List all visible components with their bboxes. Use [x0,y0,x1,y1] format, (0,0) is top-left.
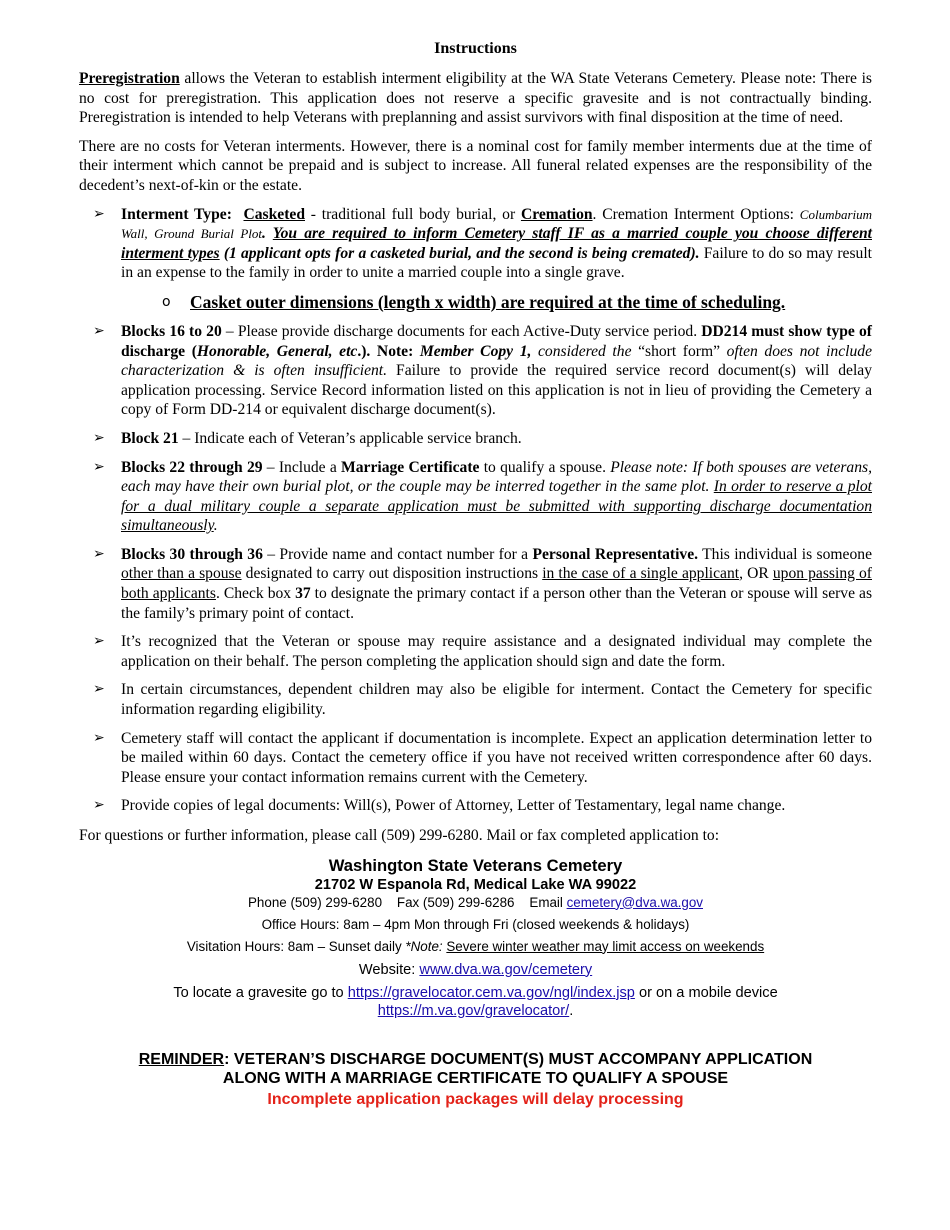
marriage-certificate-term: Marriage Certificate [341,458,480,476]
gravesite-locator-line [79,984,872,1002]
other-than-spouse: other than a spouse [121,565,242,583]
dual-military-end: . [213,517,218,535]
blocks-16-20-text: – Please provide discharge documents for each Active-Duty service period. [221,322,702,340]
blocks-30-36-text-3: designated to carry out disposition instructions [241,565,543,583]
list-item-dependent-children [79,680,872,719]
married-couple-warning-rest: (1 applicant opts for a casketed burial, and the second is being cremated). [219,244,700,262]
arrow-bullet-icon: ➢ [93,205,105,222]
reminder-line-2: ALONG WITH A MARRIAGE CERTIFICATE TO QUALIFY A SPOUSE [222,1070,729,1088]
arrow-bullet-icon: ➢ [93,429,105,446]
short-form-quote: “short form” [638,342,721,360]
cemetery-address: 21702 W Espanola Rd, Medical Lake WA 99022 [314,876,637,893]
questions-paragraph: For questions or further information, please call (509) 299-6280. Mail or fax completed application to: [79,827,720,844]
website-label: Website: [358,961,420,978]
visitation-hours [79,938,872,956]
list-item-blocks-22-29 [79,458,872,536]
cemetery-name: Washington State Veterans Cemetery [328,855,623,875]
arrow-bullet-icon: ➢ [93,797,105,814]
costs-paragraph: There are no costs for Veteran interments. However, there is a nominal cost for family member interments due at the time of their interment which cannot be prepaid and is subject to increase. All funeral related expenses are the responsibility of the decedent’s next-of-kin or the estate. [79,137,872,194]
dd214-note-label: .). Note: [357,342,420,360]
casketed-term: Casketed [243,205,305,223]
interment-tail: Failure to do so may result in an expense to the family in order to unite a married couple into a single grave. [121,244,872,282]
preregistration-term: Preregistration [79,70,180,87]
instruction-list-2 [79,322,872,816]
instructions-page [79,38,872,1109]
blocks-22-29-text: – Include a [262,458,342,476]
assistance-text: It’s recognized that the Veteran or spouse may require assistance and a designated individual may complete the application on their behalf. The person completing the application should sign and date the form. [121,633,872,670]
visitation-label: Visitation Hours: 8am – Sunset daily [186,938,406,954]
instruction-list [79,205,872,283]
blocks-16-20-tail: Failure to provide the required service record document(s) will delay application processing. Service Record information listed on this application is not in lieu of providing the Cemetery a copy of Form DD-214 or equivalent discharge document(s). [121,362,872,419]
office-hours: Office Hours: 8am – 4pm Mon through Fri (closed weekends & holidays) [261,916,690,932]
website-line [79,961,872,979]
website-link[interactable]: www.dva.wa.gov/cemetery [419,961,593,978]
blocks-30-36-text-5: . Check box [215,585,296,603]
block-21-label: Block 21 [121,429,179,447]
interment-text: - traditional full body burial, or [305,205,521,223]
phone-fax-email [79,894,872,912]
arrow-bullet-icon: ➢ [93,633,105,650]
legal-documents-text: Provide copies of legal documents: Will(s), Power of Attorney, Letter of Testamentary, legal name change. [121,797,786,815]
arrow-bullet-icon: ➢ [93,681,105,698]
phone-fax-text: Phone (509) 299-6280 Fax (509) 299-6286 Email [248,894,567,910]
email-link[interactable]: cemetery@dva.wa.gov [566,894,703,910]
blocks-30-36-label: Blocks 30 through 36 [121,545,263,563]
list-item-legal-documents [79,796,872,816]
mobile-gravelocator-link[interactable]: https://m.va.gov/gravelocator/ [377,1002,570,1019]
blocks-22-29-text-2: to qualify a spouse. [479,458,611,476]
both-applicants: upon passing of both applicants [121,565,872,603]
arrow-bullet-icon: ➢ [93,458,105,475]
preregistration-paragraph [79,69,872,128]
blocks-22-29-label: Blocks 22 through 29 [121,458,263,476]
short-form-text-2: often does not include characterization & is often insufficient. [121,342,872,380]
contact-block [79,856,872,1020]
staff-contact-text: Cemetery staff will contact the applicant if documentation is incomplete. Expect an application determination letter to be mailed within 60 days. Contact the cemetery office if you have not received written correspondence after 60 days. Please ensure your contact information remains current with the Cemetery. [121,729,872,786]
mobile-period: . [569,1002,574,1019]
cremation-term: Cremation [520,205,593,223]
blocks-30-36-text-4: , OR [739,565,773,583]
gravelocator-link[interactable]: https://gravelocator.cem.va.gov/ngl/index.jsp [347,984,635,1001]
interment-type-label: Interment Type: [121,205,232,223]
dual-veteran-note: Please note: If both spouses are veterans, each may have their own burial plot, or the couple may be interred together in the same plot. [121,458,872,496]
list-item-assistance [79,632,872,671]
list-item-blocks-16-20 [79,322,872,420]
mobile-locator-line [79,1002,872,1020]
arrow-bullet-icon: ➢ [93,322,105,339]
preregistration-text: allows the Veteran to establish interment eligibility at the WA State Veterans Cemetery. Please note: There is no cost for preregistration. This application does not reserve a specific gravesite and is not contractually binding. Preregistration is intended to help Veterans with preplanning and assist survivors with final disposition at the time of need. [79,70,872,127]
box-37: 37 [295,585,311,603]
dual-military-note: In order to reserve a plot for a dual military couple a separate application must be submitted with supporting discharge documentation simultaneously [121,478,872,535]
discharge-types: Honorable, General, etc [196,342,358,360]
arrow-bullet-icon: ➢ [93,545,105,562]
married-couple-warning: You are required to inform Cemetery staff IF as a married couple you choose different interment types [121,225,872,262]
list-item-blocks-30-36 [79,545,872,623]
interment-dot: . [262,225,273,243]
locate-text: To locate a gravesite go to [173,984,348,1001]
reminder-label: REMINDER [138,1050,225,1068]
dd214-text: DD214 must show type of discharge ( [121,322,872,360]
list-item-block-21 [79,429,872,449]
personal-representative-term: Personal Representative. [532,545,699,563]
reminder-warning: Incomplete application packages will delay processing [267,1090,684,1108]
single-applicant: in the case of a single applicant [542,565,740,583]
blocks-30-36-text-6: to designate the primary contact if a person other than the Veteran or spouse will serve as the family’s primary point of contact. [121,585,873,622]
page-title: Instructions [434,40,517,57]
member-copy: Member Copy 1, [419,342,532,360]
locate-mid-text: or on a mobile device [634,984,778,1001]
reminder-line-1 [79,1050,872,1070]
short-form-text: considered the [531,342,639,360]
blocks-30-36-text: – Provide name and contact number for a [262,545,533,563]
blocks-30-36-text-2: This individual is someone [698,545,872,563]
interment-text-2: . Cremation Interment Options: [592,205,800,223]
dependent-children-text: In certain circumstances, dependent children may also be eligible for interment. Contact the Cemetery for specific information regarding eligibility. [121,681,872,719]
blocks-16-20-label: Blocks 16 to 20 [121,322,222,340]
circle-bullet-icon: o [162,293,171,310]
list-item-interment-type [79,205,872,283]
casket-dimensions-note [79,291,872,313]
reminder-line-1-text: : VETERAN’S DISCHARGE DOCUMENT(S) MUST ACCOMPANY APPLICATION [224,1050,813,1068]
list-item-staff-contact [79,729,872,788]
block-21-text: – Indicate each of Veteran’s applicable service branch. [178,429,522,447]
cremation-options: Columbarium Wall, Ground Burial Plot [121,206,873,242]
visitation-note-label: *Note: [405,938,447,954]
visitation-note: Severe winter weather may limit access on weekends [446,938,765,954]
arrow-bullet-icon: ➢ [93,729,105,746]
reminder-block [79,1050,872,1110]
casket-dimensions-text: Casket outer dimensions (length x width) are required at the time of scheduling. [190,291,786,312]
